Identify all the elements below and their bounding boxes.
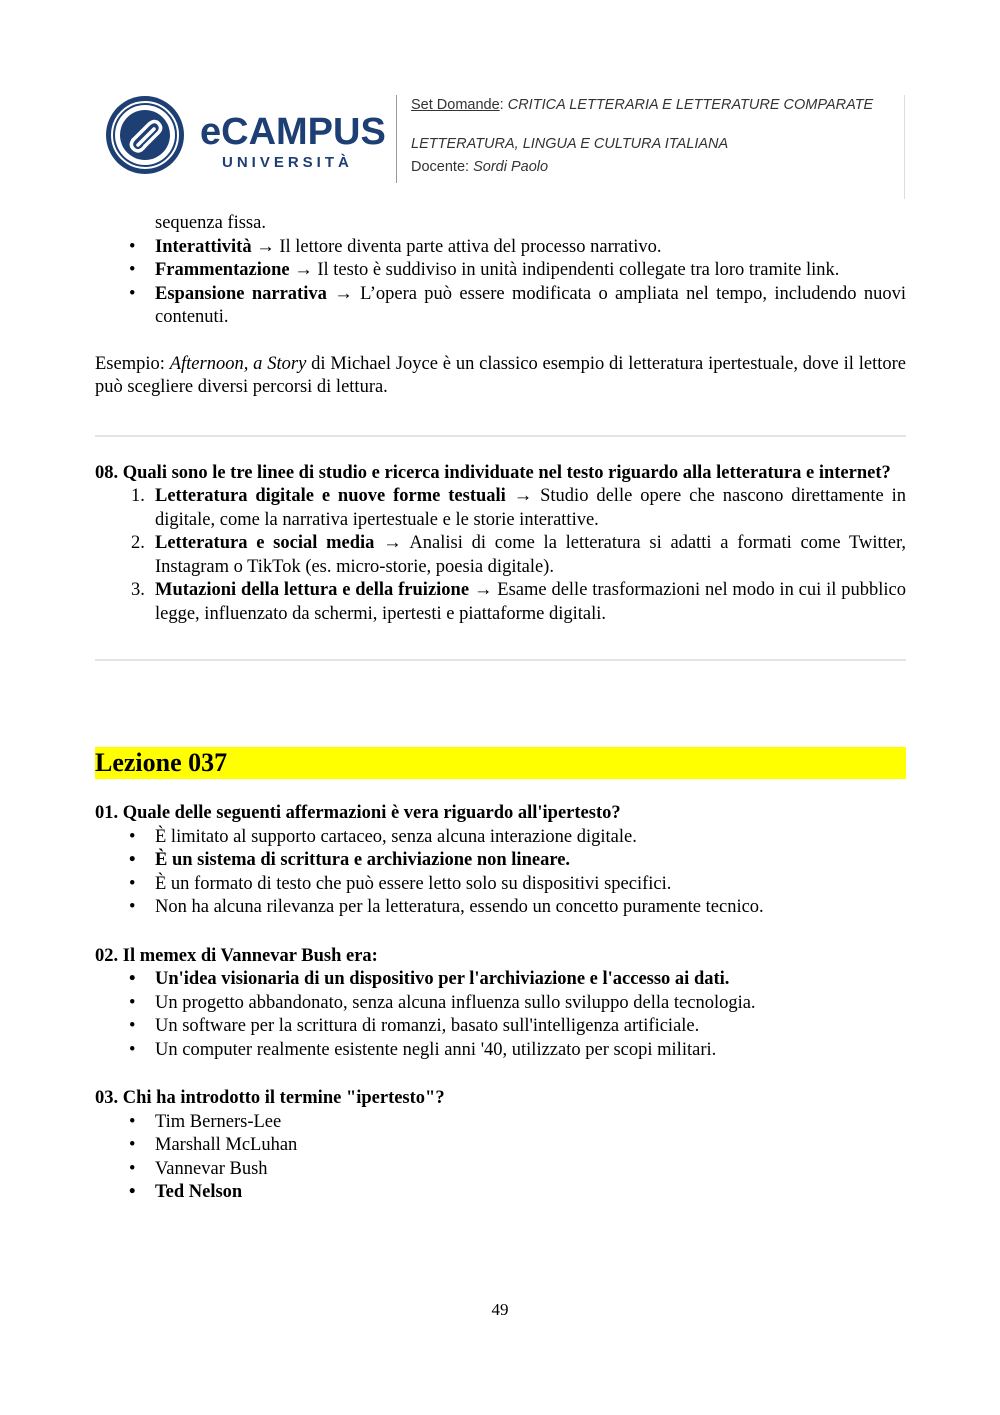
- set-title: CRITICA LETTERARIA E LETTERATURE COMPARATE: [507, 97, 874, 113]
- teacher-name: Sordi Paolo: [473, 159, 549, 175]
- example-paragraph: Esempio: Afternoon, a Story di Michael Joyce è un classico esempio di letteratura ipertestuale, dove il lettore può scegliere diversi percorsi di lettura.: [95, 353, 906, 397]
- answer-options: [95, 968, 906, 1062]
- list-item: 2. Letteratura e social media → Analisi di come la letteratura si adatti a formati come Twitter, Instagram o TikTok (es. micro-storie, poesia digitale).: [131, 533, 906, 577]
- ecampus-seal-logo: [105, 95, 185, 175]
- page-header: [95, 90, 906, 200]
- answer-option: • Tim Berners-Lee: [155, 1111, 906, 1135]
- answer-option: • Un software per la scrittura di romanzi, basato sull'intelligenza artificiale.: [155, 1015, 906, 1039]
- list-item: • Espansione narrativa → L’opera può essere modificata o ampliata nel tempo, includendo nuovi contenuti.: [155, 283, 906, 330]
- answer-option-correct: • Un'idea visionaria di un dispositivo per l'archiviazione e l'accesso ai dati.: [155, 968, 906, 992]
- answer-option-correct: • È un sistema di scrittura e archiviazione non lineare.: [155, 849, 906, 873]
- answer-option: • Un computer realmente esistente negli anni '40, utilizzato per scopi militari.: [155, 1039, 906, 1063]
- numbered-list: [95, 485, 906, 626]
- teacher-line: Docente: Sordi Paolo: [411, 159, 549, 175]
- answer-option: • È un formato di testo che può essere letto solo su dispositivi specifici.: [155, 873, 906, 897]
- ecampus-wordmark: [200, 110, 386, 180]
- list-item: 3. Mutazioni della lettura e della fruizione → Esame delle trasformazioni nel modo in cui il pubblico legge, influenzato da schermi, ipertesti e piattaforme digitali.: [131, 580, 906, 624]
- answer-option: • È limitato al supporto cartaceo, senza alcuna interazione digitale.: [155, 826, 906, 850]
- example-title: Afternoon, a Story: [169, 353, 307, 374]
- continuation-line: sequenza fissa.: [155, 213, 266, 233]
- continuation-bullets: [95, 236, 906, 330]
- question-heading: 01. Quale delle seguenti affermazioni è vera riguardo all'ipertesto?: [95, 803, 621, 823]
- answer-options: [95, 826, 906, 920]
- brand-subtitle: UNIVERSITÀ: [222, 154, 353, 171]
- page-number: 49: [491, 1300, 509, 1319]
- set-label: Set Domande: [411, 97, 500, 113]
- answer-option: • Non ha alcuna rilevanza per la letteratura, essendo un concetto puramente tecnico.: [155, 896, 906, 920]
- teacher-label: Docente: [411, 159, 466, 175]
- question-heading: 02. Il memex di Vannevar Bush era:: [95, 945, 378, 966]
- page-content: [95, 212, 906, 1205]
- subject-title: LETTERATURA, LINGUA E CULTURA ITALIANA: [411, 136, 729, 152]
- header-right-border: [904, 95, 905, 199]
- answer-options: [95, 1111, 906, 1205]
- list-item: • Frammentazione → Il testo è suddiviso in unità indipendenti collegate tra loro tramite link.: [155, 259, 906, 283]
- lesson-title: Lezione 037: [95, 747, 906, 779]
- header-divider: [396, 95, 397, 183]
- question-heading: 03. Chi ha introdotto il termine "ipertesto"?: [95, 1088, 445, 1108]
- brand-name: eCAMPUS: [200, 111, 386, 153]
- question-heading: 08. Quali sono le tre linee di studio e ricerca individuate nel testo riguardo alla letteratura e internet?: [95, 462, 891, 483]
- answer-option: • Marshall McLuhan: [155, 1134, 906, 1158]
- list-item: 1. Letteratura digitale e nuove forme testuali → Studio delle opere che nascono direttamente in digitale, come la narrativa ipertestuale e le storie interattive.: [131, 486, 906, 530]
- answer-option-correct: • Ted Nelson: [155, 1181, 906, 1205]
- set-line: Set Domande: CRITICA LETTERARIA E LETTERATURE COMPARATE: [411, 97, 874, 113]
- answer-option: • Un progetto abbandonato, senza alcuna influenza sullo sviluppo della tecnologia.: [155, 992, 906, 1016]
- subject-line: [411, 134, 728, 154]
- list-item: • Interattività → Il lettore diventa parte attiva del processo narrativo.: [155, 236, 906, 260]
- answer-option: • Vannevar Bush: [155, 1158, 906, 1182]
